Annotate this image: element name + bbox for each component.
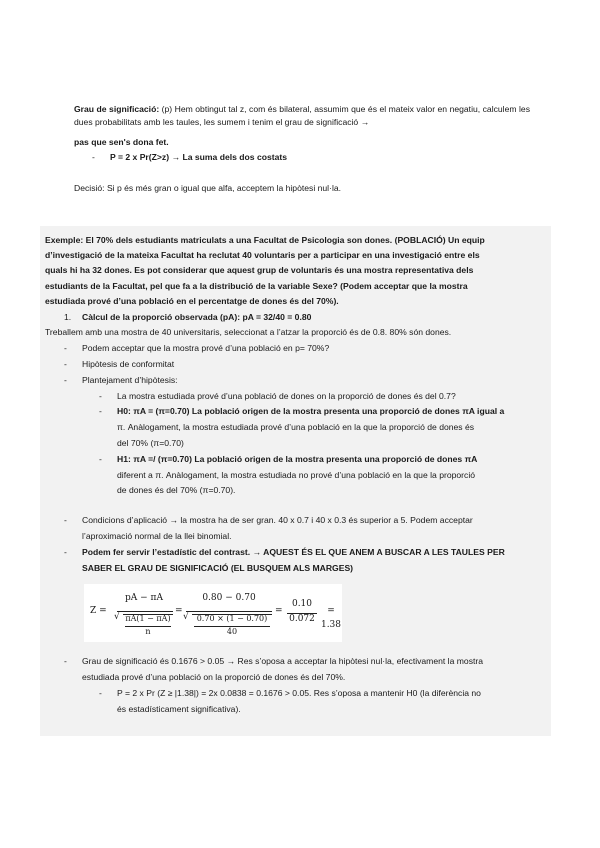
conditions-line-1: Condicions d’aplicació → la mostra ha de ser gran. 40 x 0.7 i 40 x 0.3 és superior a 5. Podem acceptar xyxy=(82,515,473,525)
dash: - xyxy=(99,391,102,401)
statistic-line-1: Podem fer servir l’estadístic del contrast. → AQUEST ÉS EL QUE ANEM A BUSCAR A LES TAULES PER xyxy=(82,547,505,557)
treballem-text: Treballem amb una mostra de 40 universitaris, seleccionat a l’atzar la proporció és de 0.8. 80% són dones. xyxy=(45,327,452,337)
sub-question: La mostra estudiada prové d’una població de dones on la proporció de dones és del 0.7? xyxy=(117,391,456,401)
numerator-1: pA − πA xyxy=(125,593,163,603)
dash: - xyxy=(99,454,102,464)
z-formula xyxy=(84,584,342,642)
h1-line-2: diferent a π. Anàlogament, la mostra estudiada no prové d’una població en la que la proporció xyxy=(117,470,476,480)
h1-line-1: H1: πA =/ (π=0.70) La població origen de la mostra presenta una proporció de dones πA xyxy=(117,454,478,464)
sqrt-icon: √ xyxy=(183,612,189,622)
h0-line-2: π. Anàlogament, la mostra estudiada prové d’una població en la que la proporció de dones és xyxy=(117,422,475,432)
denominator-2: 0.70 × (1 − 0.70) xyxy=(196,614,268,623)
statistic-line-2: SABER EL GRAU DE SIGNIFICACIÓ (EL BUSQUEM ALS MARGES) xyxy=(82,563,354,573)
z-symbol: Z = xyxy=(90,606,107,616)
hypothesis-type-item: Hipòtesis de conformitat xyxy=(82,359,175,369)
dash: - xyxy=(64,343,67,353)
dash: - xyxy=(99,406,102,416)
sqrt-icon: √ xyxy=(114,612,120,622)
dash: - xyxy=(64,515,67,525)
denominator-n: n xyxy=(145,627,151,636)
significance-line-1 xyxy=(82,655,483,668)
significance-paragraph xyxy=(74,103,530,130)
step-number: 1. xyxy=(64,312,72,322)
numerator-2: 0.80 − 0.70 xyxy=(202,593,256,603)
intro-line-3: quals hi ha 32 dones. Es pot considerar que aquest grup de voluntaris és una mostra representativa dels xyxy=(45,265,474,275)
question-item: Podem acceptar que la mostra prové d’una població en p= 70%? xyxy=(82,343,330,353)
z-result: = 1.38 xyxy=(320,606,342,630)
bullet-dash: - xyxy=(92,152,95,162)
h1-line-3: de dones és del 70% (π=0.70). xyxy=(117,485,236,495)
dash: - xyxy=(64,547,67,557)
equals-2: = xyxy=(275,606,283,616)
formula-bullet: P = 2 x Pr(Z>z) → La suma dels dos costats xyxy=(110,152,288,162)
denominator-1: πA(1 − πA) xyxy=(125,614,171,623)
conditions-line-2: l’aproximació normal de la llei binomial. xyxy=(82,531,232,541)
dash: - xyxy=(64,656,67,666)
dash: - xyxy=(64,359,67,369)
grau-line2: pas que sen's dona fet. xyxy=(74,137,169,147)
p-value-line-1: P = 2 x Pr (Z ≥ |1.38|) = 2x 0.0838 = 0.1676 > 0.05. Res s’oposa a mantenir H0 (la diferència no xyxy=(117,688,481,698)
denominator-3: 0.072 xyxy=(289,614,315,624)
significance-text: Grau de significació és 0.1676 > 0.05 → Res s’oposa a acceptar la hipòtesi nul·la, efectivament la mostra xyxy=(82,656,484,666)
hypotheses-heading: Plantejament d’hipòtesis: xyxy=(82,375,178,385)
numerator-3: 0.10 xyxy=(291,599,313,609)
dash: - xyxy=(64,375,67,385)
intro-line-5: estudiada prové d’una població en el percentatge de dones és del 70%). xyxy=(45,296,339,306)
grau-text: (p) Hem obtingut tal z, com és bilateral, assumim que és el mateix valor en negatiu, calculem les dues probabilitats amb les taules, les sumem i tenim el grau de significació → xyxy=(74,104,530,128)
h0-line-3: del 70% (π=0.70) xyxy=(117,438,184,448)
intro-line-2: d’investigació de la mateixa Facultat ha reclutat 40 voluntaris per a participar en una investigació entre els xyxy=(45,250,480,260)
equals-1: = xyxy=(175,606,183,616)
h0-line-1: H0: πA = (π=0.70) La població origen de la mostra presenta una proporció de dones πA igual a xyxy=(117,406,505,416)
significance-line-2: estudiada prové d’una població on la proporció de dones és del 70%. xyxy=(82,672,346,682)
dash: - xyxy=(99,688,102,698)
grau-label: Grau de significació: xyxy=(74,104,160,114)
fraction-bar xyxy=(117,611,173,612)
denominator-40: 40 xyxy=(226,627,238,636)
intro-line-4: estudiants de la Facultat, pel que fa a la distribució de la variable Sexe? (Podem acceptar que la mostra xyxy=(45,281,468,291)
fraction-bar xyxy=(186,611,272,612)
decision-text: Decisió: Si p és més gran o igual que alfa, acceptem la hipòtesi nul·la. xyxy=(74,183,342,193)
step1-text: Càlcul de la proporció observada (pA): pA = 32/40 = 0.80 xyxy=(82,312,312,322)
p-value-line-2: és estadísticament significativa). xyxy=(117,704,241,714)
intro-line-1: Exemple: El 70% dels estudiants matriculats a una Facultat de Psicologia son dones. (POBLACIÓ) Un equip xyxy=(45,235,485,245)
